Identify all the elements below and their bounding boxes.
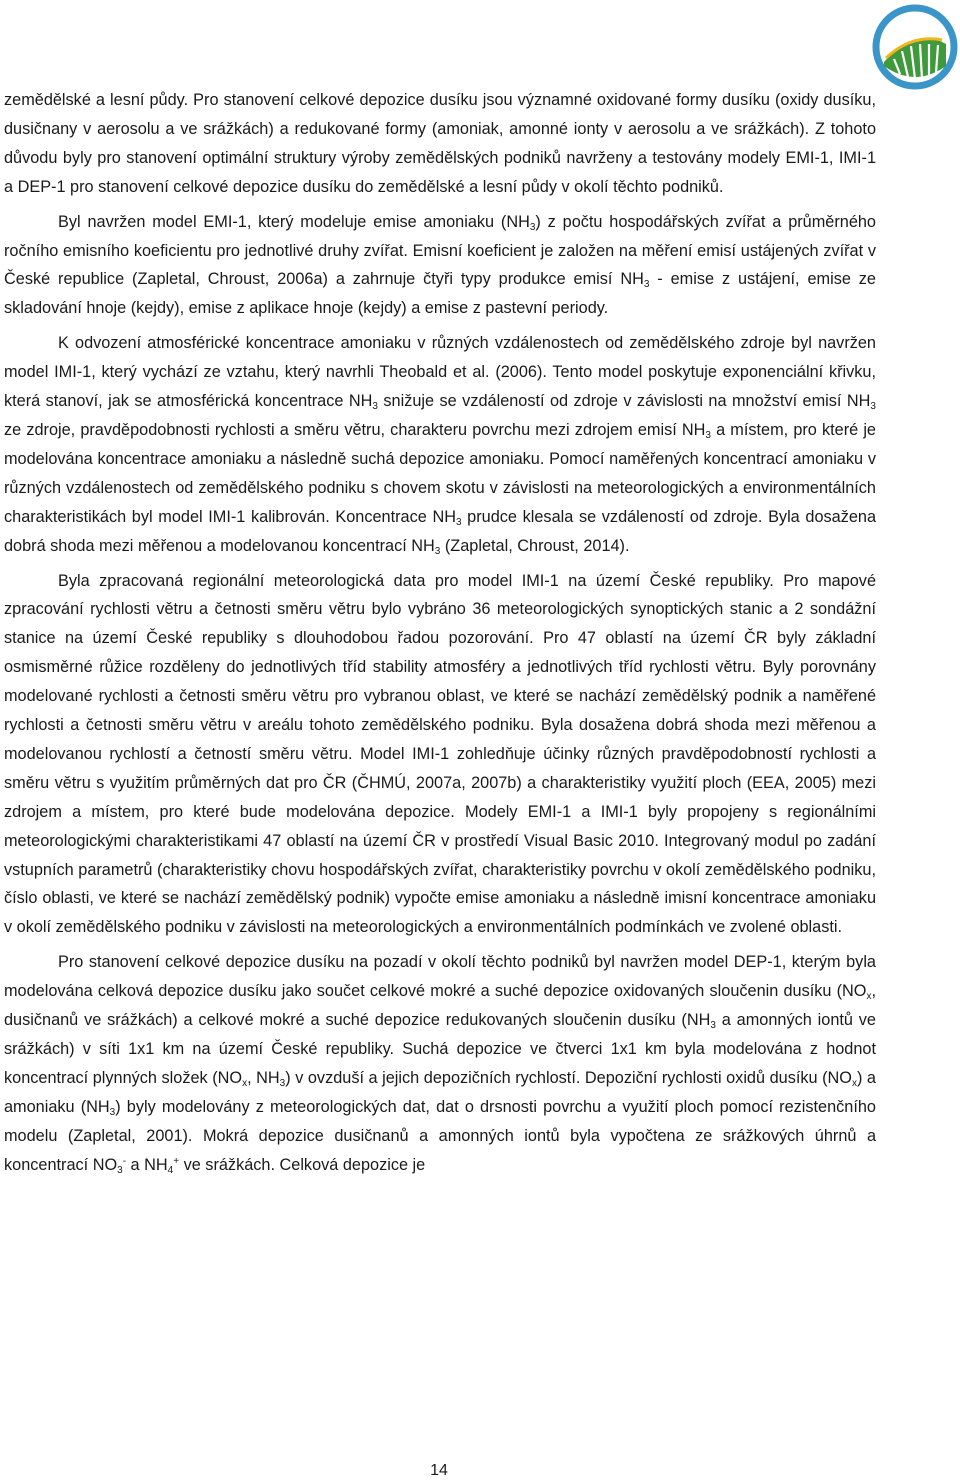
text-run: zemědělské a lesní půdy. Pro stanovení celkové depozice dusíku jsou významné oxidované formy dusíku (oxidy dusíku, dusičnany v aerosolu a ve srážkách) a redukované formy (amoniak, amonné ionty v aerosolu a ve srážkách). Z tohoto důvodu byly pro stanovení optimální struktury výroby zemědělských podniků navrženy a testovány modely EMI-1, IMI-1 a DEP-1 pro stanovení celkové depozice dusíku do zemědělské a lesní půdy v okolí těchto podniků. bbox=[4, 91, 876, 196]
paragraph bbox=[4, 208, 876, 324]
subscript: x bbox=[242, 1077, 248, 1089]
subscript: 3 bbox=[279, 1077, 286, 1089]
text-run: a místem, pro které je modelována koncentrace amoniaku a následně suchá depozice amoniaku. Pomocí naměřených koncentrací amoniaku v různých vzdálenostech od zemědělského podniku s chovem skotu v závislosti na meteorologických a environmentálních charakteristikách byl model IMI-1 kalibrován. Koncentrace NH bbox=[4, 420, 876, 526]
superscript: + bbox=[173, 1155, 180, 1167]
text-run: ) z počtu hospodářských zvířat a průměrného ročního emisního koeficientu pro jednotlivé druhy zvířat. Emisní koeficient je založen na měření emisí ustájených zvířat v České republice (Zapletal, Chroust, 2006a) a zahrnuje čtyři typy produkce emisí NH bbox=[4, 212, 876, 289]
subscript: 3 bbox=[870, 401, 876, 413]
text-run: , NH bbox=[247, 1068, 280, 1087]
text-run: a NH bbox=[126, 1155, 168, 1174]
text-run: ve srážkách. Celková depozice je bbox=[179, 1155, 426, 1174]
text-run: Pro stanovení celkové depozice dusíku na pozadí v okolí těchto podniků byl navržen model DEP-1, kterým byla modelována celková depozice dusíku jako součet celkové mokré a suché depozice oxidovaných sloučenin dusíku (NO bbox=[4, 953, 876, 1001]
text-run: prudce klesala se vzdáleností od zdroje. Byla dosažena dobrá shoda mezi měřenou a modelovanou koncentrací NH bbox=[4, 507, 876, 555]
text-run: ) v ovzduší a jejich depozičních rychlostí. Depoziční rychlosti oxidů dusíku (NO bbox=[285, 1068, 852, 1087]
page-number: 14 bbox=[430, 1462, 448, 1479]
paragraph bbox=[4, 86, 876, 202]
text-run: (Zapletal, Chroust, 2014). bbox=[440, 536, 630, 555]
text-run: snižuje se vzdáleností od zdroje v závislosti na množství emisí NH bbox=[377, 392, 871, 411]
subscript: x bbox=[851, 1077, 857, 1089]
text-run: ze zdroje, pravděpodobnosti rychlosti a směru větru, charakteru povrchu mezi zdrojem emisí NH bbox=[4, 420, 706, 439]
paragraph bbox=[4, 567, 876, 943]
text-run: , dusičnanů ve srážkách) a celkové mokré a suché depozice redukovaných sloučenin dusíku (NH bbox=[4, 982, 876, 1030]
text-run: Byl navržen model EMI-1, který modeluje emise amoniaku (NH bbox=[58, 212, 530, 231]
subscript: 3 bbox=[372, 401, 378, 413]
text-run: a amonných iontů ve srážkách) v síti 1x1 km na území České republiky. Suchá depozice ve čtverci 1x1 km byla modelována z hodnot koncentrací plynných složek (NO bbox=[4, 1011, 876, 1087]
text-run: ) byly modelovány z meteorologických dat, dat o drsnosti povrchu a využití ploch pomocí rezistenčního modelu (Zapletal, 2001). Mokrá depozice dusičnanů a amonných iontů byla vypočtena ze srážkových úhrnů a koncentrací NO bbox=[4, 1097, 876, 1174]
document-body bbox=[4, 86, 876, 1186]
subscript: 3 bbox=[710, 1020, 716, 1032]
text-run: ) a amoniaku (NH bbox=[4, 1068, 876, 1116]
subscript: 3 bbox=[434, 545, 441, 557]
subscript: 3 bbox=[643, 279, 650, 291]
text-run: - emise z ustájení, emise ze skladování hnoje (kejdy), emise z aplikace hnoje (kejdy) a emise z pastevní periody. bbox=[4, 270, 876, 318]
agricultural-field-logo-icon bbox=[872, 4, 958, 90]
text-run: K odvození atmosférické koncentrace amoniaku v různých vzdálenostech od zemědělského zdroje byl navržen model IMI-1, který vychází ze vztahu, který navrhli Theobald et al. (2006). Tento model poskytuje exponenciální křivku, která stanoví, jak se atmosférická koncentrace NH bbox=[4, 334, 876, 411]
subscript: 3 bbox=[529, 221, 536, 233]
superscript: - bbox=[122, 1155, 127, 1167]
subscript: 3 bbox=[455, 516, 462, 528]
paragraph bbox=[4, 948, 876, 1179]
subscript: 4 bbox=[167, 1164, 174, 1176]
subscript: 3 bbox=[117, 1164, 123, 1176]
subscript: x bbox=[866, 991, 872, 1003]
subscript: 3 bbox=[705, 429, 711, 441]
paragraph bbox=[4, 329, 876, 560]
text-run: Byla zpracovaná regionální meteorologická data pro model IMI-1 na území České republiky. Pro mapové zpracování rychlosti větru a četnosti směru větru bylo vybráno 36 meteorologických synoptických stanic a 2 sondážní stanice na území České republiky s dlouhodobou řadou pozorování. Pro 47 oblastí na území ČR byly základní osmisměrné růžice rozděleny do jednotlivých tříd stability atmosféry a jednotlivých tříd rychlosti větru. Byly porovnány modelované rychlosti a četnosti směru větru pro vybranou oblast, ve které se nachází zemědělský podnik a naměřené rychlosti a četnosti směru větru v areálu tohoto zemědělského podniku. Byla dosažena dobrá shoda mezi měřenou a modelovanou rychlostí a četností směru větru. Model IMI-1 zohledňuje účinky různých pravděpodobností rychlosti a směru větru s využitím průměrných dat pro ČR (ČHMÚ, 2007a, 2007b) a charakteristiky využití ploch (EEA, 2005) mezi zdrojem a místem, pro které bude modelována depozice. Modely EMI-1 a IMI-1 byly propojeny s regionálními meteorologickými charakteristikami 47 oblastí na území ČR v prostředí Visual Basic 2010. Integrovaný modul po zadání vstupních parametrů (charakteristiky chovu hospodářských zvířat, charakteristiky povrchu v okolí zemědělského podniku, číslo oblasti, ve které se nachází zemědělský podnik) vypočte emise amoniaku a následně imisní koncentrace amoniaku v okolí zemědělského podniku v závislosti na meteorologických a environmentálních podmínkách ve zvolené oblasti. bbox=[4, 571, 876, 937]
subscript: 3 bbox=[109, 1106, 116, 1118]
